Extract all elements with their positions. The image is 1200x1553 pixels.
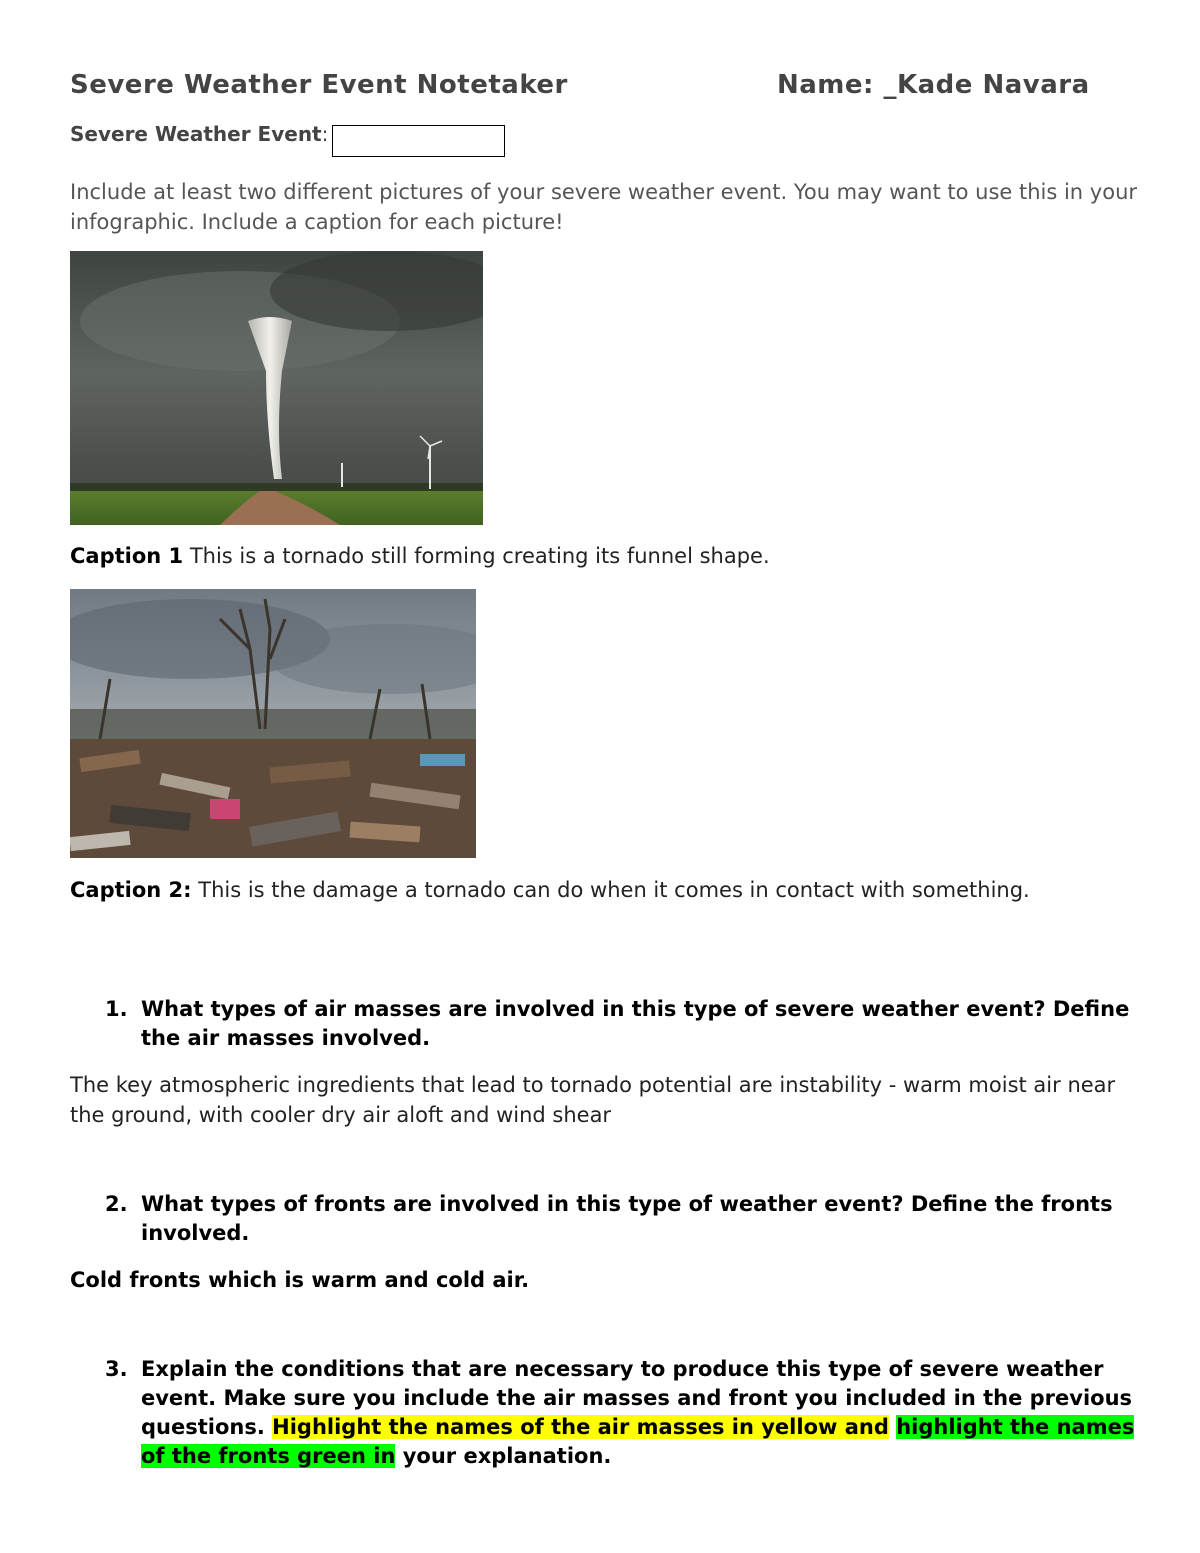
question-3 [105, 1355, 1145, 1471]
question-3-number: 3. [105, 1357, 128, 1381]
question-2-number: 2. [105, 1192, 128, 1216]
event-row [70, 122, 505, 157]
highlight-green: highlight the names of the fronts green in [141, 1415, 1135, 1468]
answer-2: Cold fronts which is warm and cold air. [70, 1268, 530, 1292]
caption-1 [70, 541, 770, 571]
question-3-end: your explanation. [395, 1444, 612, 1468]
question-1-number: 1. [105, 997, 128, 1021]
question-2-text: What types of fronts are involved in this type of weather event? Define the fronts involved. [141, 1192, 1113, 1245]
question-1 [105, 995, 1145, 1053]
event-label: Severe Weather Event [70, 122, 322, 146]
caption-1-text: This is a tornado still forming creating its funnel shape. [183, 544, 770, 568]
question-2 [105, 1190, 1145, 1248]
instructions: Include at least two different pictures of your severe weather event. You may want to use this in your infographic. Include a caption for each picture! [70, 180, 1138, 234]
caption-2-label: Caption 2: [70, 878, 192, 902]
caption-2-text: This is the damage a tornado can do when it comes in contact with something. [191, 878, 1030, 902]
question-3-text [141, 1355, 1145, 1471]
tornado-damage-photo [70, 589, 476, 858]
caption-2 [70, 875, 1070, 905]
highlight-yellow: Highlight the names of the air masses in yellow and [272, 1415, 889, 1439]
answer-1: The key atmospheric ingredients that lead to tornado potential are instability - warm moist air near the ground, with cooler dry air aloft and wind shear [70, 1073, 1116, 1127]
event-colon: : [321, 122, 329, 146]
question-3-plain: Explain the conditions that are necessary to produce this type of severe weather event. Make sure you include the air masses and front you included in the previous questions. [141, 1357, 1133, 1439]
page-title: Severe Weather Event Notetaker [70, 70, 568, 100]
question-1-text: What types of air masses are involved in this type of severe weather event? Define the air masses involved. [141, 997, 1130, 1050]
tornado-photo [70, 251, 483, 525]
caption-1-label: Caption 1 [70, 544, 184, 568]
event-input-box[interactable] [332, 125, 505, 157]
student-name: Name: _Kade Navara [777, 70, 1090, 100]
